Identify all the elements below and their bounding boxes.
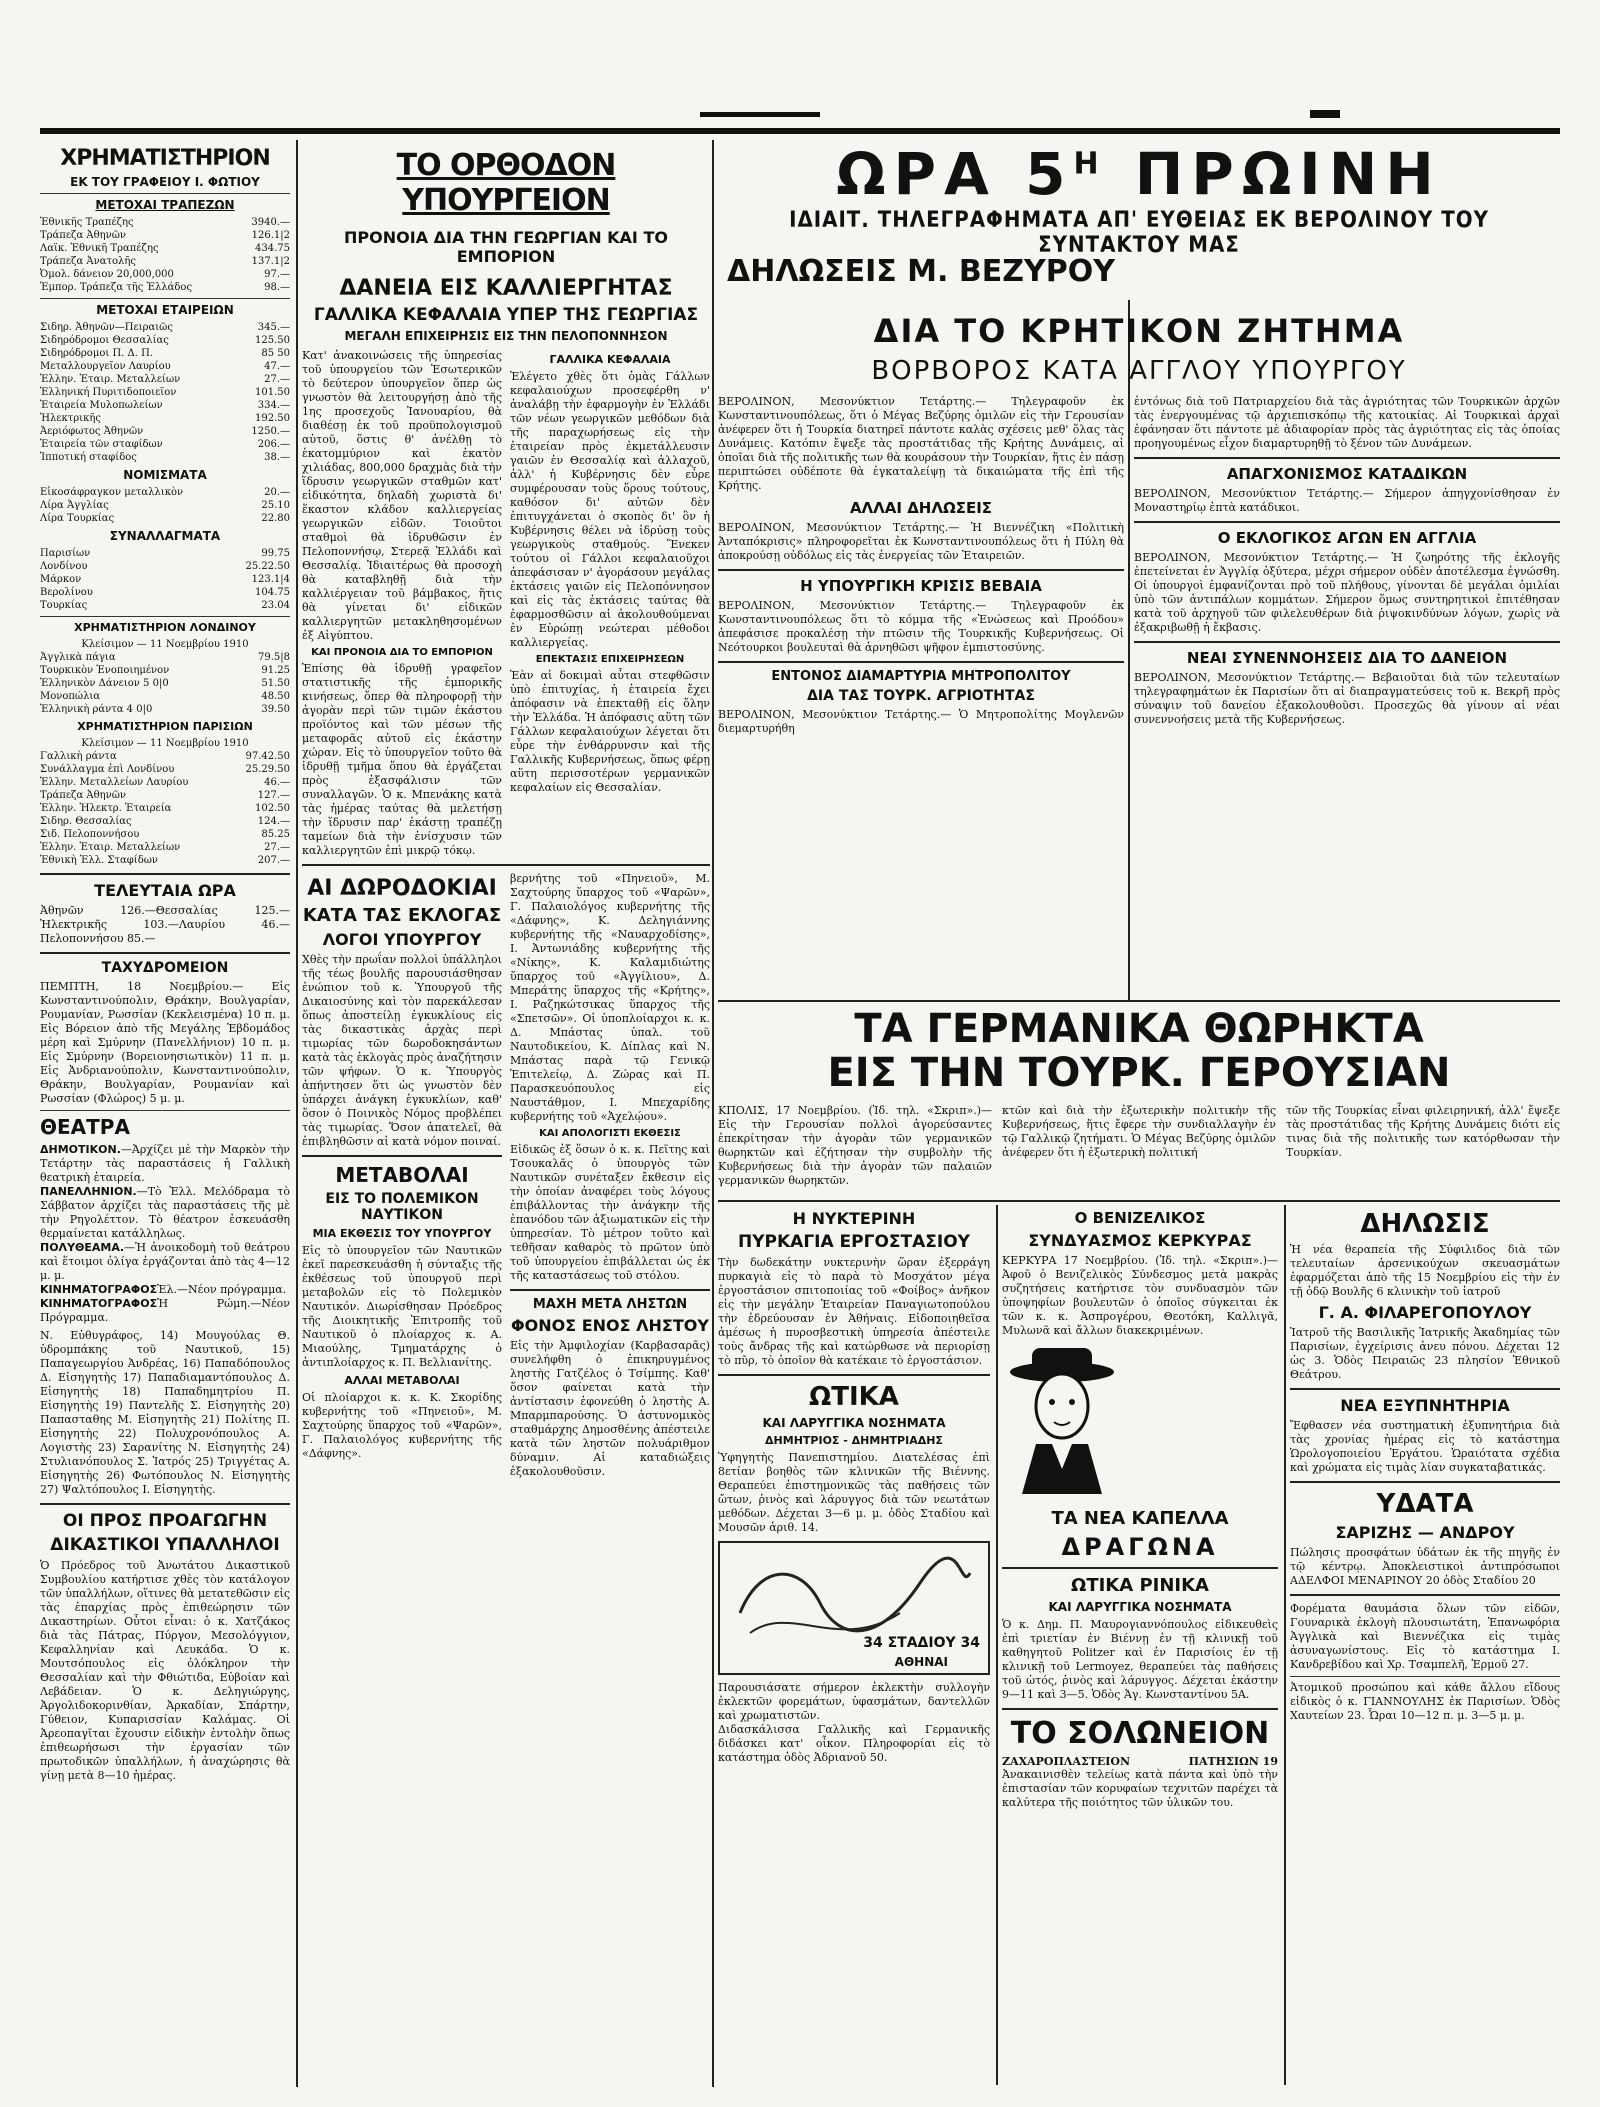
quote-name: Ὀμολ. δάνειον 20,000,000 [40,269,174,280]
vezirou-head-1: ΔΗΛΩΣΕΙΣ Μ. ΒΕΖΥΡΟΥ [727,254,1115,289]
kerkyra-head-1: Ο ΒΕΝΙΖΕΛΙΚΟΣ [1074,1209,1206,1227]
quote-row [40,255,290,268]
quote-row [40,438,290,451]
declaration-column [1290,1205,1560,2085]
quote-value: 85 50 [261,348,290,359]
loan-head: ΝΕΑΙ ΣΥΝΕΝΝΟΗΣΕΙΣ ΔΙΑ ΤΟ ΔΑΝΕΙΟΝ [1186,649,1508,667]
ministry-left-text-2: Ἐπίσης θὰ ἱδρυθῇ γραφεῖον στατιστικῆς τῆς ἐμπορικῆς κινήσεως, ὅπερ θὰ πληροφορῇ τὴν ἀγορὰν περὶ τῶν τιμῶν ἑκάστου προϊόντος καὶ τῶν μέσων τῆς μεταφορᾶς αὐτοῦ εἰς ἑκάστην χώραν. Εἰς τὸ ὑπουργεῖον τοῦτο θὰ ἱδρυθῇ τμῆμα ὅπου θὰ ἐργάζεται πρὸς ἐξασφάλισιν τῶν συναλλαγῶν. Ὁ κ. Μπενάκης κατὰ τὰς ἡμέρας ταύτας θὰ μελετήσῃ τὴν ἵδρυσιν παρ' ἑκάστῃ τραπέζῃ ταμείων διὰ τὴν ἐνίσχυσιν τῶν καλλιεργητῶν ἐπὶ μικρῷ τόκῳ. [302,662,502,857]
quote-name: Ἑταιρεία τῶν σταφίδων [40,439,163,450]
shop-name: ΤΟ ΣΟΛΩΝΕΙΟΝ [1010,1716,1270,1751]
quote-value: 206.— [257,439,290,450]
officers-text-2: Εἰδικῶς ἐξ ὅσων ὁ κ. κ. Πεῖτης καὶ Τσουκαλᾶς ὁ ὑπουργὸς τῶν Ναυτικῶν συνέταξεν ἔκθεσιν εἰς τὴν ὁποίαν ἀναφέρει τοὺς λόγους ἐπιβάλλοντας τὴν ἀνάγκην τῆς ἐπανόδου τῶν ἀξιωματικῶν εἰς τὴν ὑπηρεσίαν. Τὸ μέτρον τοῦτο καὶ τεθῆσαν καθαρὸς τὸ πρῶτον ὑπὸ τοῦ ὑπουργείου ἐπιβάλλεται ὡς ἐκ τῆς καταστάσεως τοῦ στόλου. [510,1143,710,1282]
paris-title: ΧΡΗΜΑΤΙΣΤΗΡΙΟΝ ΠΑΡΙΣΙΩΝ [77,720,253,733]
quote-row [40,347,290,360]
divider [40,193,290,194]
ent-head: ΩΤΙΚΑ [809,1382,899,1412]
post-text: ΠΕΜΠΤΗ, 18 Νοεμβρίου.— Εἰς Κωνσταντινούπολιν, Θράκην, Βουλγαρίαν, Ρουμανίαν, Ρωσσίαν (Κεκλεισμένα) 10 π. μ. Εἰς Βόρειον ἀπὸ τῆς Μεγάλης Ἑβδομάδος μέρη καὶ Σμύρνην (Πανελλήνιον) 10 π. μ. Εἰς Σμύρνην (Βορειονησιωτικὸν) 11 π. μ. Εἰς Ἀνδριανούπολιν, Κωνσταντινούπολιν, Θράκην, Βουλγαρίαν, Ρουμανίαν καὶ Ρωσσίαν (Φλώρος) 5 μ. μ. [40,980,290,1105]
ministry-right [510,349,710,858]
officers-article [510,872,710,1479]
quote-name: Ἑλλην. Ἠλεκτρ. Ἑταιρεία [40,803,172,814]
clock-text: Ἔφθασεν νέα συστηματικὴ ἐξυπνητήρια διὰ τὰς χρονίας ἡμέρας εἰς τὸ κατάστημα Ὡρολογοποιείου Ἐργάτου. Ὡραιότατα σχέδια καὶ χρώματα εἰς τιμὰς λίαν συγκαταβατικάς. [1290,1419,1560,1474]
nose-head-2: ΚΑΙ ΛΑΡΥΓΓΙΚΑ ΝΟΣΗΜΑΤΑ [1048,1600,1232,1614]
quote-row [40,841,290,854]
divider [1290,1481,1560,1483]
theatres-title: ΘΕΑΤΡΑ [40,1115,130,1139]
quote-value: 38.— [264,452,290,463]
senate-col-1: ΚΠΟΛΙΣ, 17 Νοεμβρίου. (Ἰδ. τηλ. «Σκριπ».)— Εἰς τὴν Γερουσίαν πολλοὶ ἀγορεύσαντες ἐπεκρίτησαν τὴν ἀγορὰν τῶν γερμανικῶν θωρηκτῶν καὶ ἐζήτησαν τὴν συμβολὴν τῆς Κυβερνήσεως διὰ τὴν ἀγορὰν τῶν παλαιῶν γερμανικῶν θωρηκτῶν. [718,1104,992,1187]
quote-row [40,703,290,716]
water-head-2: ΣΑΡΙΖΗΣ — ΑΝΔΡΟΥ [1335,1523,1515,1542]
quote-name: Τράπεζα Ἀθηνῶν [40,790,126,801]
theatre-text: —Τὸ Ἑλλ. Μελόδραμα τὸ Σάββατον ἀρχίζει τὰς παραστάσεις τῆς μὲ τὴν Ρηγολέττον. Τὸ θέατρον ἐσκευάσθη θερμαίνεται κατάλληλως. [40,1185,290,1240]
senate-col-2: κτῶν καὶ διὰ τὴν ἐξωτερικὴν πολιτικὴν τῆς Κυβερνήσεως, ἥτις ἔφερε τὴν συνδιαλλαγὴν ἐν τῷ Γαλλικῷ ζητήματι. Ὁ Μέγας Βεζύρης ὁμιλῶν ἀνέφερεν ὅτι ἡ ἐξωτερικὴ πολιτική [1002,1104,1276,1159]
quote-value: 25.10 [261,500,290,511]
ministry-head-1: ΔΑΝΕΙΑ ΕΙΣ ΚΑΛΛΙΕΡΓΗΤΑΣ [339,276,673,301]
quote-row [40,321,290,334]
quote-value: 46.— [264,777,290,788]
theatre-entry [40,1283,290,1297]
shop-sub: ΖΑΧΑΡΟΠΛΑΣΤΕΙΟΝ [1002,1755,1131,1768]
kerkyra-column [1002,1205,1278,2085]
quote-value: 98.— [264,282,290,293]
quote-name: Ἠλεκτρικῆς [40,413,101,424]
divider [302,864,710,866]
quote-name: Ἑλλην. Ἐταιρ. Μεταλλείων [40,842,181,853]
declaration-name: Γ. Α. ΦΙΛΑΡΕΓΟΠΟΥΛΟΥ [1318,1303,1532,1322]
other-text: ΒΕΡΟΛΙΝΟΝ, Μεσονύκτιον Τετάρτης.— Ἡ Βιεννέζικη «Πολιτικὴ Ἀνταπόκρισις» πληροφορεῖται ἐκ Κωνσταντινουπόλεως ὅτι ἡ Πύλη θὰ ἀποκρούσῃ οὐδόλως εἰς τὰς ἐνεργείας τῶν Ἑταιρειῶν. [718,521,1124,562]
ministry-right-head: ΓΑΛΛΙΚΑ ΚΕΦΑΛΑΙΑ [549,353,671,366]
quote-row [40,281,290,294]
divider [302,1155,502,1157]
quote-name: Ἐθνικὴ Ἑλλ. Σταφίδων [40,855,158,866]
quote-row [40,229,290,242]
theatre-entry [40,1143,290,1185]
divider [718,569,1124,571]
bribes-title-3: ΛΟΓΟΙ ΥΠΟΥΡΓΟΥ [322,930,482,949]
naval-title: ΜΕΤΑΒΟΛΑΙ [335,1163,469,1187]
quote-value: 124.— [257,816,290,827]
quote-value: 1250.— [251,426,290,437]
naval-footer-text: Οἱ πλοίαρχοι κ. κ. Κ. Σκορίδης κυβερνήτης τοῦ «Πηνειοῦ», Μ. Σαχτούρης ὕπαρχος τοῦ «Ψαρῶν», Γ. Παλαιολόγος κυβερνήτης τῆς «Δάφνης». [302,1391,502,1460]
quote-value: 23.04 [261,600,290,611]
ad-caption: Παρουσιάσατε σήμερον ἐκλεκτὴν συλλογὴν ἐκλεκτῶν φορεμάτων, ὑφασμάτων, δαντελλῶν καὶ χρωματιστῶν. [718,1681,990,1722]
divider [1290,1388,1560,1390]
theatre-name: ΚΙΝΗΜΑΤΟΓΡΑΦΟΣ [40,1297,158,1310]
quote-name: Συνάλλαγμα ἐπὶ Λονδίνου [40,764,175,775]
quote-value: 20.— [264,487,290,498]
quote-name: Τράπεζα Ἀνατολῆς [40,256,136,267]
quote-name: Λίρα Ἀγγλίας [40,500,109,511]
ministry-column [302,140,710,2090]
top-rule [1310,110,1340,118]
fire-head-2: ΠΥΡΚΑΓΙΑ ΕΡΓΟΣΤΑΣΙΟΥ [738,1232,970,1252]
masthead-title-text: ΩΡΑ 5 [836,140,1074,208]
bribes-article [302,872,502,1479]
post-title: ΤΑΧΥΔΡΟΜΕΙΟΝ [101,960,229,976]
quote-value: 48.50 [261,691,290,702]
quote-name: Ἐθνικῆς Τραπέζης [40,217,134,228]
divider [40,616,290,617]
quote-name: Λίρα Τουρκίας [40,513,115,524]
ministry-left [302,349,502,858]
quote-row [40,776,290,789]
fire-column [718,1205,990,2085]
quote-value: 25.22.50 [245,561,290,572]
masthead-sub: ΙΔΙΑΙΤ. ΤΗΛΕΓΡΑΦΗΜΑΤΑ ΑΠ' ΕΥΘΕΙΑΣ ΕΚ ΒΕΡΟΛΙΝΟΥ ΤΟΥ ΣΥΝΤΑΚΤΟΥ ΜΑΣ [789,208,1489,258]
senate-col-3: τῶν τῆς Τουρκίας εἶναι φιλειρηνική, ἀλλ' ἔψεξε τὰς προστάτιδας τῆς Κρήτης Δυνάμεις διότι εἰς τινας διὰ τῆς πολιτικῆς των κατόρθωσαν τὴν Τουρκίαν. [1286,1104,1560,1159]
divider [1290,1594,1560,1596]
divider [718,1374,990,1376]
clock-head: ΝΕΑ ΕΞΥΠΝΗΤΗΡΙΑ [1340,1396,1510,1415]
ministry-sub-left: ΚΑΙ ΠΡΟΝΟΙΑ ΔΙΑ ΤΟ ΕΜΠΟΡΙΟΝ [311,647,493,658]
quote-row [40,750,290,763]
exchange-subtitle: ΕΚ ΤΟΥ ΓΡΑΦΕΙΟΥ Ι. ΦΩΤΙΟΥ [70,175,260,189]
ministry-head-2: ΓΑΛΛΙΚΑ ΚΕΦΑΛΑΙΑ ΥΠΕΡ ΤΗΣ ΓΕΩΡΓΙΑΣ [313,305,699,325]
london-date: Κλείσιμον — 11 Νοεμβρίου 1910 [81,639,249,650]
quote-value: 39.50 [261,704,290,715]
news-column [1134,395,1560,995]
last-hour-text: Ἀθηνῶν 126.—Θεσσαλίας 125.—Ἠλεκτρικῆς 103.—Λαυρίου 46.—Πελοποννήσου 85.— [40,904,290,945]
last-text: Ἀτομικοῦ προσώπου καὶ κάθε ἄλλου εἴδους εἰδικὸς ὁ κ. ΓΙΑΝΝΟΥΛΗΣ ἐκ Παρισίων. Ὁδὸς Χαυτείων 23. Ὧραι 10—12 π. μ. 3—5 μ. μ. [1290,1681,1560,1722]
nose-text: Ὁ κ. Δημ. Π. Μαυρογιαννόπουλος εἰδικευθεὶς ἐπὶ τριετίαν ἐν Βιέννῃ ἐν τῇ κλινικῇ τοῦ καθηγητοῦ Politzer καὶ ἐν Παρισίοις ἐν τῇ κλινικῇ τοῦ Lermoyez, θεραπεύει τὰς παθήσεις τοῦ ὠτός, ῥινὸς καὶ λάρυγγος. Δέχεται ἑκάστην 9—11 καὶ 3—5. Ὁδὸς Ἀγ. Κωνσταντίνου 5Α. [1002,1618,1278,1701]
quote-row [40,677,290,690]
divider [510,1289,710,1291]
companies-title: ΜΕΤΟΧΑΙ ΕΤΑΙΡΕΙΩΝ [96,303,234,317]
divider [1134,521,1560,523]
naval-text: Εἰς τὸ ὑπουργεῖον τῶν Ναυτικῶν ἐκεῖ παρεσκευάσθη ἡ σύνταξις τῆς ἐκθέσεως τοῦ ὑπουργοῦ περὶ μεταβολῶν εἰς τὸ Πολεμικὸν Ναυτικόν. Διωρίσθησαν Πρόεδρος τῆς Διοικητικῆς Ἐπιτροπῆς τοῦ Ναυτικοῦ ὁ πλοίαρχος κ. Α. Μιαούλης, Τμηματάρχης ὁ ἀντιπλοίαρχος κ. Π. Βελλιανίτης. [302,1244,502,1369]
column-rule [1128,300,1130,1000]
kerkyra-head-2: ΣΥΝΔΥΑΣΜΟΣ ΚΕΡΚΥΡΑΣ [1028,1231,1252,1250]
theatre-entry [40,1241,290,1283]
ad-city: ΑΘΗΝΑΙ [894,1655,948,1669]
election-text: ΒΕΡΟΛΙΝΟΝ, Μεσονύκτιον Τετάρτης.— Ἡ ζωηρότης τῆς ἐκλογῆς ἐπετείνεται ἐν Ἀγγλίᾳ ὀξύτερα, μέχρι σήμερον οὐδὲν ἀποτέλεσμα ἐγνώσθη. Οἱ ὑπουργοὶ ἐμφανίζονται πρὸ τοῦ πλήθους, γίνονται δὲ μεγάλαι ὁμιλίαι ὑπὸ τῶν ἀντιπάλων κομμάτων. Σήμερον ὅμως συντηρητικοὶ ἐπιτέθησαν κατὰ τοῦ ἀρχηγοῦ τῶν φιλελευθέρων διὰ ῥιψοκινδύνων λόγων, χωρὶς νὰ ἐξακριβωθῇ ἡ ἔκβασις. [1134,551,1560,634]
quote-value: 207.— [257,855,290,866]
water-head: ΥΔΑΤΑ [1376,1489,1474,1519]
bribes-text: Χθὲς τὴν πρωΐαν πολλοὶ ὑπάλληλοι τῆς τέως βουλῆς παρουσιάσθησαν ἐνώπιον τοῦ κ. Ὑπουργοῦ τῆς Δικαιοσύνης καὶ τὸν παρεκάλεσαν ὅπως ἀποστείλῃ ἐγκυκλίους εἰς τὰς δικαστικὰς ἀρχὰς περὶ τιμωρίας τῶν δωροδοκησάντων κατὰ τὰς ἐκλογὰς πρὸς ἀναζήτησιν τῶν ψήφων. Ὁ κ. Ὑπουργὸς ἀπήντησεν ὅτι ὡς γνωστὸν δὲν ὑπάρχει ἀνάγκη ἐγκυκλίων, καθ' ὅσον ὁ Ποινικὸς Νόμος προβλέπει τὰς τιμωρίας. Ὅσον ἀπατελεῖ, θὰ ἐπιβληθῶσιν αἱ κατὰ νόμον ποιναί. [302,953,502,1148]
quote-row [40,828,290,841]
ad-box [718,1541,990,1675]
london-list [40,651,290,716]
quote-value: 51.50 [261,678,290,689]
officers-head: ΚΑΙ ΑΠΟΛΟΓΙΣΤΙ ΕΚΘΕΣΙΣ [539,1128,681,1139]
quote-row [40,802,290,815]
water-text: Πώλησις προσφάτων ὑδάτων ἐκ τῆς πηγῆς ἐν τῷ κέντρῳ. Ἀποκλειστικοὶ ἀντιπρόσωποι ΑΔΕΛΦΟΙ ΜΕΝΑΡΙΝΟΥ 20 ὁδὸς Σταδίου 20 [1290,1546,1560,1587]
quote-row [40,373,290,386]
quote-name: Ἀγγλικὰ πάγια [40,652,116,663]
hanging-text: ΒΕΡΟΛΙΝΟΝ, Μεσονύκτιον Τετάρτης.— Σήμερον ἀπηγχονίσθησαν ἐν Μοναστηρίῳ ἑπτὰ κατάδικοι. [1134,487,1560,514]
quote-row [40,789,290,802]
quote-name: Σιδηρόδρομοι Π. Δ. Π. [40,348,153,359]
bandit-head-1: ΜΑΧΗ ΜΕΤΑ ΛΗΣΤΩΝ [532,1297,688,1312]
theatre-name: ΔΗΜΟΤΙΚΟΝ. [40,1143,121,1156]
quote-value: 85.25 [261,829,290,840]
quote-value: 97.42.50 [245,751,290,762]
companies-list [40,321,290,464]
vezirou-body [718,395,1124,995]
shop-addr: ΠΑΤΗΣΙΩΝ 19 [1188,1755,1278,1768]
ad-address: 34 ΣΤΑΔΙΟΥ 34 [863,1635,980,1651]
ent-head-2: ΚΑΙ ΛΑΡΥΓΓΙΚΑ ΝΟΣΗΜΑΤΑ [762,1416,946,1430]
shop-sub-row [1002,1755,1278,1768]
quote-row [40,854,290,867]
quote-value: 27.— [264,374,290,385]
masthead-title-end: ΠΡΩΙΝΗ [1134,140,1442,208]
bandit-head-2: ΦΟΝΟΣ ΕΝΟΣ ΛΗΣΤΟΥ [511,1316,709,1335]
quote-row [40,547,290,560]
quote-name: Ἑλληνικὴ ράντα 4 0|0 [40,704,153,715]
masthead-sup: Η [1073,146,1107,182]
quote-name: Παρισίων [40,548,91,559]
theatre-name: ΠΟΛΥΘΕΑΜΑ. [40,1241,125,1254]
ministry-right-text-2: Ἐὰν αἱ δοκιμαὶ αὗται στεφθῶσιν ὑπὸ ἐπιτυχίας, ἡ ἑταιρεία ἔχει ἀπόφασιν νὰ ἐπεκταθῇ εἰς ὅλην τὴν Ἑλλάδα. Ἡ ἀπόφασις αὕτη τῶν Γάλλων κεφαλαιούχων λέγεται ὅτι εὗρε τὴν ἐνθάρρυνσιν καὶ τῆς Γαλλικῆς Κυβερνήσεως, ὅπως φέρῃ αὕτη περισσοτέρων γερμανικῶν κεφαλαίων εἰς Θεσσαλίαν. [510,669,710,794]
quote-name: Ἑταιρεία Μυλοπωλείων [40,400,163,411]
quote-name: Λαϊκ. Ἐθνικῆ Τραπέζης [40,243,159,254]
bribes-title-1: ΑΙ ΔΩΡΟΔΟΚΙΑΙ [307,876,497,901]
quote-value: 334.— [257,400,290,411]
theatre-text: Ἡ Ρώμη.—Νέον Πρόγραμμα. [40,1297,290,1324]
ministry-right-sub: ΕΠΕΚΤΑΣΙΣ ΕΠΙΧΕΙΡΗΣΕΩΝ [535,654,685,665]
theatres-extra: Ν. Εὐθυγράφος, 14) Μουγούλας Θ. ὑδρομπάκης τοῦ Ναυτικοῦ, 15) Παπαγεωργίου Ἀνδρέας, 16) Παπαδόπουλος Δ. Εἰσηγητὴς 17) Παπαδιαμαντόπουλος Δ. Εἰσηγητὴς 18) Παπαδημητρίου Π. Εἰσηγητὴς 19) Παντελῆς Σ. Εἰσηγητὴς 20) Παπασταθης Μ. Εἰσηγητὴς 21) Πολίτης Π. Εἰσηγητὴς 22) Πολυχρονόπουλος Α. Λογιστὴς 23) Σαρανίτης Ν. Εἰσηγητὴς 24) Στυλιανόπουλος Σ. Ἰατρός 25) Τριγγέτας Α. Εἰσηγητὴς 26) Φωτόπουλος Ν. Εἰσηγητὴς 27) Ψαλτόπουλος Ι. Εἰσηγητὴς. [40,1329,290,1496]
bribes-title-2: ΚΑΤΑ ΤΑΣ ΕΚΛΟΓΑΣ [302,905,502,926]
quote-value: 101.50 [255,387,290,398]
quote-row [40,560,290,573]
fire-text: Τὴν δωδεκάτην νυκτερινὴν ὥραν ἐξερράγη πυρκαγιὰ εἰς τὸ παρὰ τὸ Μοσχάτον μέγα ἐργοστάσιον σπιτοποιίας τοῦ «Φοίβος» ἀνῆκον εἰς τὴν μεγάλην Ἑταιρείαν Παναγιωτοπούλου τὴν ἑδρεύουσαν ἐν Ἀθήναις. Εἰδοποιηθεῖσα ἀμέσως ἡ πυροσβεστικὴ ὑπηρεσία ἀπέστειλε τοὺς ἄνδρας τῆς καὶ κατώρθωσε νὰ περιορίσῃ τὸ πῦρ, τὸ ὁποῖον θὰ κατέκαιε τὸ ἐργοστάσιον. [718,1256,990,1367]
quote-value: 99.75 [261,548,290,559]
divider [40,298,290,299]
quote-value: 22.80 [261,513,290,524]
quote-name: Βερολίνου [40,587,93,598]
paris-list [40,750,290,867]
hanging-head: ΑΠΑΓΧΟΝΙΣΜΟΣ ΚΑΤΑΔΙΚΩΝ [1226,465,1468,483]
naval-footer: ΑΛΛΑΙ ΜΕΤΑΒΟΛΑΙ [344,1374,460,1387]
man-with-hat-illustration [1002,1344,1122,1494]
hat-head-1: ΤΑ ΝΕΑ ΚΑΠΕΛΛΑ [1051,1508,1229,1529]
quote-row [40,425,290,438]
quote-row [40,268,290,281]
quote-value: 345.— [257,322,290,333]
quote-value: 434.75 [255,243,290,254]
quote-name: Τουρκίας [40,600,88,611]
divider [1134,641,1560,643]
banks-title: ΜΕΤΟΧΑΙ ΤΡΑΠΕΖΩΝ [95,198,235,212]
quote-value: 27.— [264,842,290,853]
divider [40,1110,290,1111]
metropolitan-head-2: ΔΙΑ ΤΑΣ ΤΟΥΡΚ. ΑΓΡΙΟΤΗΤΑΣ [807,688,1035,704]
metropolitan-head: ΕΝΤΟΝΟΣ ΔΙΑΜΑΡΤΥΡΙΑ ΜΗΤΡΟΠΟΛΙΤΟΥ [771,669,1071,684]
quote-name: Τράπεζα Ἀθηνῶν [40,230,126,241]
divider [40,873,290,875]
senate-head-1: ΤΑ ΓΕΡΜΑΝΙΚΑ ΘΩΡΗΚΤΑ [718,1000,1560,1052]
quote-name: Μονοπώλια [40,691,101,702]
london-title: ΧΡΗΜΑΤΙΣΤΗΡΙΟΝ ΛΟΝΔΙΝΟΥ [74,621,256,634]
ent-name: ΔΗΜΗΤΡΙΟΣ - ΔΗΜΗΤΡΙΑΔΗΣ [765,1434,943,1447]
divider [1002,1567,1278,1569]
quote-name: Σιδηρ. Θεσσαλίας [40,816,132,827]
naval-sub: ΕΙΣ ΤΟ ΠΟΛΕΜΙΚΟΝ ΝΑΥΤΙΚΟΝ [325,1191,479,1223]
ministry-body [302,349,710,858]
quote-value: 104.75 [255,587,290,598]
quote-name: Τουρκικὸν Ἑνοποιημένον [40,665,170,676]
shop2-text: Φορέματα θαυμάσια ὅλων τῶν εἰδῶν, Γουναρικὰ ἐκλογὴ πλουσιωτάτη, Ἐπανωφόρια Ἀγγλικὰ καὶ Βιεννέζικα εἰς τιμὰς ἀσυναγωνίστους. Εἰς τὸ κατάστημα Ι. Κανδρεβίδου καὶ Χρ. Τσαμπελῆ, Ἑρμοῦ 27. [1290,1602,1560,1671]
vezirou-text: ΒΕΡΟΛΙΝΟΝ, Μεσονύκτιον Τετάρτης.— Τηλεγραφοῦν ἐκ Κωνσταντινουπόλεως, ὅτι ὁ Μέγας Βεζύρης ὁμιλῶν εἰς τὴν Γερουσίαν ἀνέφερεν ὅτι ἡ Τουρκία διατηρεῖ πάντοτε καλὰς σχέσεις μεθ' ὅλας τὰς Δυνάμεις. Κατόπιν ἔψεξε τὰς προστάτιδας τῆς Κρήτης Δυνάμεις, αἱ ὁποῖαι διὰ τῆς πολιτικῆς των θὰ κουράσουν τὴν Τουρκίαν, ἥτις ἐν πάσῃ περιπτώσει οὐδέποτε θὰ ἐγκαταλείψῃ τὰ δικαιώματα τῆς ἐπὶ τῆς Κρήτης. [718,395,1124,492]
divider [1290,1676,1560,1677]
quote-value: 126.1|2 [251,230,290,241]
quote-row [40,690,290,703]
quote-name: Ἐμπορ. Τράπεζα τῆς Ἑλλάδος [40,282,193,293]
quote-value: 97.— [264,269,290,280]
kerkyra-text: ΚΕΡΚΥΡΑ 17 Νοεμβρίου. (Ἰδ. τηλ. «Σκριπ».)— Ἀφοῦ ὁ Βενιζελικὸς Σύνδεσμος μετὰ μακρὰς συζητήσεις κατήρτισε τὸν συνδυασμὸν τῶν ὑποψηφίων βουλευτῶν ὁ ὁποῖος σύγκειται ἐκ τῶν κ. κ. Ἀσπρογέρου, Θεοτόκη, Καλλιγᾶ, Μυλωνᾶ καὶ ἄλλων διακεκριμένων. [1002,1254,1278,1337]
quote-name: Ἑλλην. Ἐταιρ. Μεταλλείων [40,374,181,385]
divider [40,1503,290,1505]
fire-head-1: Η ΝΥΚΤΕΡΙΝΗ [792,1209,916,1228]
theatre-name: ΠΑΝΕΛΛΗΝΙΟΝ. [40,1185,137,1198]
quote-name: Εἰκοσάφραγκον μεταλλικὸν [40,487,184,498]
column-rule [712,140,714,2087]
quote-name: Λονδίνου [40,561,88,572]
hat-head-2: ΔΡΑΓΩΝΑ [1061,1533,1219,1561]
quote-value: 127.— [257,790,290,801]
crisis-text: ΒΕΡΟΛΙΝΟΝ, Μεσονύκτιον Τετάρτης.— Τηλεγραφοῦν ἐκ Κωνσταντινουπόλεως ὅτι τὸ κόμμα τῆς «Ἑνώσεως καὶ Προόδου» ἀπεφάσισε προκαλέσῃ τὴν πτῶσιν τῆς Τουρκικῆς Κυβερνήσεως. Οἱ Νεότουρκοι βουλευταὶ θὰ ἀρνηθῶσι ψῆφον ἐμπιστοσύνης. [718,599,1124,654]
election-head: Ο ΕΚΛΟΓΙΚΟΣ ΑΓΩΝ ΕΝ ΑΓΓΛΙΑ [1217,529,1477,547]
last-hour-title: ΤΕΛΕΥΤΑΙΑ ΩΡΑ [94,881,236,900]
quote-name: Σιδηρ. Ἀθηνῶν—Πειραιῶς [40,322,173,333]
quote-value: 3940.— [251,217,290,228]
declaration-head: ΔΗΛΩΣΙΣ [1360,1209,1490,1239]
quote-row [40,499,290,512]
nose-head-1: ΩΤΙΚΑ ΡΙΝΙΚΑ [1071,1575,1209,1596]
quote-row [40,815,290,828]
quote-name: Ἑλληνική Πυριτιδοποιεῖον [40,387,177,398]
senate-head-2: ΕΙΣ ΤΗΝ ΤΟΥΡΚ. ΓΕΡΟΥΣΙΑΝ [827,1050,1451,1096]
quote-row [40,512,290,525]
quote-name: Μάρκον [40,574,82,585]
quote-name: Ἀεριόφωτος Ἀθηνῶν [40,426,144,437]
theatre-entry [40,1185,290,1241]
quote-name: Ἱπποτική σταφίδος [40,452,137,463]
quote-name: Σιδηρόδρομοι Θεσσαλίας [40,335,169,346]
column-rule [996,1205,998,2085]
theatre-text: —Ἀρχίζει μὲ τὴν Μαρκὸν τὴν Τετάρτην τὰς παραστάσεις ἡ Γαλλικὴ θεατρικὴ ἑταιρεία. [40,1143,290,1184]
quote-row [40,412,290,425]
shop-text: Ἀνακαινισθὲν τελείως κατὰ πάντα καὶ ὑπὸ τὴν ἐπιστασίαν τῶν κορυφαίων τεχνιτῶν παρέχει τὰ καλύτερα τῆς ποιότητος τῶν ὑλικῶν του. [1002,1768,1278,1809]
quote-row [40,334,290,347]
divider [40,952,290,954]
crisis-head: Η ΥΠΟΥΡΓΙΚΗ ΚΡΙΣΙΣ ΒΕΒΑΙΑ [800,577,1042,595]
quote-name: Ἑλληνικὸν Δάνειον 5 0|0 [40,678,169,689]
quote-row [40,664,290,677]
declaration-text-2: Ἰατροῦ τῆς Βασιλικῆς Ἰατρικῆς Ἀκαδημίας τῶν Παρισίων, ἐγχείρισις ἀνευ πόνου. Δέχεται 12 ὡς 3. Ὁδὸς Πειραιῶς 23 πλησίον Ἐθνικοῦ Θεάτρου. [1290,1326,1560,1381]
ministry-left-text: Κατ' ἀνακοινώσεις τῆς ὑπηρεσίας τοῦ ὑπουργείου τῶν Ἐσωτερικῶν τὸ δεύτερον ὑπουργεῖον ὅπερ ὡς γνωστὸν θὰ λειτουργήσῃ ἀπὸ τῆς 1ης προσεχοῦς Ἰανουαρίου, θὰ διαθέσῃ ἐκ τοῦ προϋπολογισμοῦ αὐτοῦ, ὅστις θ' ἀνέλθῃ τὸ ἑκατομμύριον καὶ ἑκατὸν χιλιάδας, 800,000 δραχμὰς διὰ τὴν ἵδρυσιν γεωργικῶν σταθμῶν κατ' εἰδικότητα, δηλαδὴ χωριστὰ δι' ἕκαστον κλάδον καλλιεργείας γεωργικῶν εἰδῶν. Τοιοῦτοι σταθμοὶ θὰ ἱδρυθῶσιν ἐν Πελοποννήσῳ, Στερεᾷ Ἑλλάδι καὶ Θεσσαλίᾳ. Ἰδιαιτέρως θὰ προσοχὴ θὰ καταβληθῇ διὰ τὴν καλλιέργειαν τοῦ βάμβακος, ἥτις θὰ γίνεται δι' εἰδικῶν καλλιεργητῶν μετακληθησομένων ἐξ Αἰγύπτου. [302,349,502,642]
column-rule [296,140,298,2087]
quote-row [40,242,290,255]
exchange-title: ΧΡΗΜΑΤΙΣΤΗΡΙΟΝ [60,146,270,171]
theatre-entry [40,1297,290,1325]
exchange-column [40,140,290,2090]
divider [1002,1708,1278,1710]
quote-value: 137.1|2 [251,256,290,267]
officers-text: βερνήτης τοῦ «Πηνειοῦ», Μ. Σαχτούρης ὕπαρχος τοῦ «Ψαρῶν», Γ. Παλαιολόγος κυβερνήτης τῆς «Δάφνης», Κ. Δεληγιάννης κυβερνήτης τῆς «Ναυαρχοδίσης», Ι. Ἀντωνιάδης κυβερνήτης τῆς «Νίκης», Κ. Καλαμιδιώτης ὕπαρχος τοῦ «Ἀγγίλιου», Δ. Μπεράτης ὕπαρχος τῆς «Κρήτης», Ι. Ραζηκώτσικας ὕπαρχος τῆς «Σπετσῶν». Οἱ ὑποπλοίαρχοι κ. κ. Δ. Μπάστας ὑπαλ. τοῦ Ναυτοδικείου, Κ. Δίπλας καὶ Ν. Μπάστας παρὰ τῷ Γενικῷ Ἐπιτελείῳ, Δ. Ζώρας καὶ Π. Παρασκευόπουλος εἰς Ναυστάθμον, Ι. Μπεχαρίδης κυβερνήτης τοῦ «Ἀχελῴου». [510,872,710,1123]
ministry-right-text: Ἐλέγετο χθὲς ὅτι ὁμὰς Γάλλων κεφαλαιούχων προσεφέρθη ν' ἀναλάβῃ τὴν ἐφαρμογὴν ἐν Ἑλλάδι τῶν νέων γεωργικῶν μεθόδων διὰ τῆς παραχωρήσεως εἰς τὴν ἑταιρείαν πρὸς ἐκμετάλλευσιν γαιῶν ἐν Θεσσαλίᾳ καὶ ἀλλαχοῦ, ἀλλ' ἡ Κυβέρνησις δὲν εὗρε συμφέρουσαν τοὺς ὅρους τούτους, καθόσον δι' αὐτῶν δὲν ἐπιτυγχάνεται ὁ σκοπὸς δι' ὃν ἡ Κυβέρνησις θέλει νὰ ἱδρύσῃ τοὺς γεωργικοὺς σταθμούς. Ἕνεκεν τούτου οἱ Γάλλοι κεφαλαιοῦχοι ἀπεφάσισαν ν' ἀγοράσουν μεγάλας ἐκτάσεις γαιῶν εἰς Πελοπόννησον καὶ εἰς τὰς ἐκτάσεις ταύτας θὰ ἐφαρμοσθῶσιν αἱ ἀκολουθούμεναι ἐν Εὐρώπῃ νεώτεραι μέθοδοι καλλιεργείας. [510,370,710,649]
vezirou-text-right: ἐντόνως διὰ τοῦ Πατριαρχείου διὰ τὰς ἀγριότητας τῶν Τουρκικῶν ἀρχῶν τὰς ἐνεργουμένας τῷ ἀρχιεπισκόπῳ τῆς κατοικίας. Αἱ Τουρκικαὶ ἀρχαὶ ἐφάνησαν ὅτι πάντοτε μὲ ἀδιαφορίαν πρὸς τὰς ἀγριότητας εἰς τὰς ὁποίας προηγουμένως εἶχον διαμαρτυρηθῇ τὸ ξένον τῶν Δυνάμεων. [1134,395,1560,450]
currency-title: ΝΟΜΙΣΜΑΤΑ [123,468,207,482]
top-rule [700,112,820,117]
column-rule [1284,1205,1286,2085]
naval-sub-2: ΜΙΑ ΕΚΘΕΣΙΣ ΤΟΥ ΥΠΟΥΡΓΟΥ [312,1227,492,1240]
senate-body [718,1104,1560,1188]
vezirou-head-2: ΔΙΑ ΤΟ ΚΡΗΤΙΚΟΝ ΖΗΤΗΜΑ [873,312,1405,350]
paris-date: Κλείσιμον — 11 Νοεμβρίου 1910 [81,738,249,749]
divider [718,661,1124,663]
ad-sub: Διδασκάλισσα Γαλλικῆς καὶ Γερμανικῆς διδάσκει κατ' οἶκον. Πληροφορίαι εἰς τὸ κατάστημα ὁδὸς Ἀδριανοῦ 50. [718,1723,990,1764]
theatres-list [40,1143,290,1325]
quote-name: Σιδ. Πελοποννήσου [40,829,140,840]
theatre-text: —Ἡ ἀνοικοδομὴ τοῦ θεάτρου καὶ ἕτοιμοι ὁλίγα ἐργάζονται ἀπὸ τὰς 4—12 μ. μ. [40,1241,290,1282]
fx-title: ΣΥΝΑΛΛΑΓΜΑΤΑ [109,529,221,543]
quote-value: 91.25 [261,665,290,676]
quote-row [40,451,290,464]
judges-title-1: ΟΙ ΠΡΟΣ ΠΡΟΑΓΩΓΗΝ [62,1511,268,1531]
declaration-text: Ἡ νέα θεραπεία τῆς Σύφιλιδος διὰ τῶν τελευταίων ἀρσενικούχων σκευασμάτων ἐφαρμόζεται ἀπὸ τῆς 15 Νοεμβρίου εἰς τὴν ἐν τῇ ὁδῷ Βουλῆς 6 κλινικὴν τοῦ ἰατροῦ [1290,1243,1560,1298]
quote-row [40,651,290,664]
quote-row [40,216,290,229]
quote-value: 125.50 [255,335,290,346]
divider [1134,457,1560,459]
ent-text: Ὑφηγητὴς Πανεπιστημίου. Διατελέσας ἐπὶ 8ετίαν βοηθὸς τῶν κλινικῶν τῆς Βιέννης. Θεραπεύει ἐπιστημονικῶς τὰς παθήσεις τῶν ὤτων, ῥινὸς καὶ λάρυγγος διὰ τῶν νεωτάτων μεθόδων. Δέχεται 3—6 μ. μ. ὁδὸς Σταδίου καὶ Μουσῶν ἀριθ. 14. [718,1451,990,1534]
judges-title-2: ΔΙΚΑΣΤΙΚΟΙ ΥΠΑΛΛΗΛΟΙ [50,1535,280,1555]
quote-value: 47.— [264,361,290,372]
loan-text: ΒΕΡΟΛΙΝΟΝ, Μεσονύκτιον Τετάρτης.— Βεβαιοῦται διὰ τῶν τελευταίων τηλεγραφημάτων ἐκ Παρισίων ὅτι αἱ διαπραγματεύσεις τοῦ κ. Βεκρῆ πρὸς σύναψιν τοῦ δανείου ἐξακολουθοῦσι. Προσεχῶς θὰ γίνουν αἱ νέαι συνεννοήσεις μετὰ τῆς Κυβερνήσεως. [1134,671,1560,726]
ministry-head-3: ΜΕΓΑΛΗ ΕΠΙΧΕΙΡΗΣΙΣ ΕΙΣ ΤΗΝ ΠΕΛΟΠΟΝΝΗΣΟΝ [344,329,668,343]
banks-list [40,216,290,294]
quote-row [40,573,290,586]
vezirou-head-3: ΒΟΡΒΟΡΟΣ ΚΑΤΑ ΑΓΓΛΟΥ ΥΠΟΥΡΓΟΥ [871,356,1407,386]
fx-list [40,547,290,612]
quote-row [40,386,290,399]
theatre-name: ΚΙΝΗΜΑΤΟΓΡΑΦΟΣ [40,1283,158,1296]
quote-row [40,399,290,412]
quote-name: Ἑλλην. Μεταλλείων Λαυρίου [40,777,189,788]
ministry-title: ΤΟ ΟΡΘΟΔΟΝ ΥΠΟΥΡΓΕΙΟΝ [396,148,616,218]
masthead-title [718,140,1560,210]
header-rule [40,128,1560,134]
ministry-sub: ΠΡΟΝΟΙΑ ΔΙΑ ΤΗΝ ΓΕΩΡΓΙΑΝ ΚΑΙ ΤΟ ΕΜΠΟΡΙΟΝ [344,228,668,266]
quote-value: 192.50 [255,413,290,424]
theatre-text: Ἐλ.—Νέον πρόγραμμα. [157,1283,287,1296]
quote-value: 79.5|8 [258,652,290,663]
other-head: ΑΛΛΑΙ ΔΗΛΩΣΕΙΣ [849,499,993,517]
lower-rule [718,1200,1560,1202]
quote-value: 25.29.50 [245,764,290,775]
metropolitan-text: ΒΕΡΟΛΙΝΟΝ, Μεσονύκτιον Τετάρτης.— Ὁ Μητροπολίτης Μογλενῶν διεμαρτυρήθη [718,708,1124,735]
quote-row [40,360,290,373]
bandit-text: Εἰς τὴν Ἀμφιλοχίαν (Καρβασαρᾶς) συνελήφθη ὁ ἐπικηρυγμένος ληστὴς Γατζέλος ὁ Τσίμπης. Καθ' ὅσον φαίνεται κατὰ τὴν ἀντίστασιν ἐφονεύθη ὁ ληστὴς Α. Μπαρμπαρούσης. Ὁ ἀστυνομικὸς σταθμάρχης Δημοσθένης ἀπέστειλε κατὰ τῶν ληστῶν πολυάριθμον δύναμιν. Αἱ καταδιώξεις ἐξακολουθοῦσιν. [510,1339,710,1478]
judges-text: Ὁ Πρόεδρος τοῦ Ἀνωτάτου Δικαστικοῦ Συμβουλίου κατήρτισε χθὲς τὸν κατάλογον τῶν ὑπαλλήλων, οἵτινες θὰ μετατεθῶσιν εἰς τὰς ἐπαρχίας πρὸς ἐπιθεώρησιν τῶν Δικαστηρίων. Οὗτοι εἶναι: ὁ κ. Χατζάκος διὰ τὰς Πάτρας, Πύργον, Μεσολόγγιον, Κεφαλληνίαν καὶ Λευκάδα. Ὁ κ. Μουτσόπουλος εἰς ὁλόκληρον τὴν Θεσσαλίαν καὶ τὴν Φθιώτιδα, Εὐβοίαν καὶ Λεβάδειαν. Ὁ κ. Δεληγιώργης, Ἀργολιδοκορινθίαν, Ἀρκαδίαν, Σπάρτην, Γύθειον, Κυπαρισσίαν Καλάμας. Οἱ Ἀρεοπαγῖται ἔχουσιν εἰδικὴν ἐντολὴν ὅπως ἐπιθεωρήσωσι τὴν ἐργασίαν τῶν πρωτοδικῶν ὑπαλλήλων, ἡ ἀναχώρησις θὰ γίνῃ μετὰ 8—10 ἡμέρας. [40,1559,290,1782]
quote-value: 102.50 [255,803,290,814]
quote-value: 123.1|4 [251,574,290,585]
currency-list [40,486,290,525]
quote-row [40,486,290,499]
quote-row [40,586,290,599]
quote-row [40,763,290,776]
quote-row [40,599,290,612]
quote-name: Γαλλικὴ ράντα [40,751,117,762]
quote-name: Μεταλλουργεῖον Λαυρίου [40,361,171,372]
lower-body [302,872,710,1479]
